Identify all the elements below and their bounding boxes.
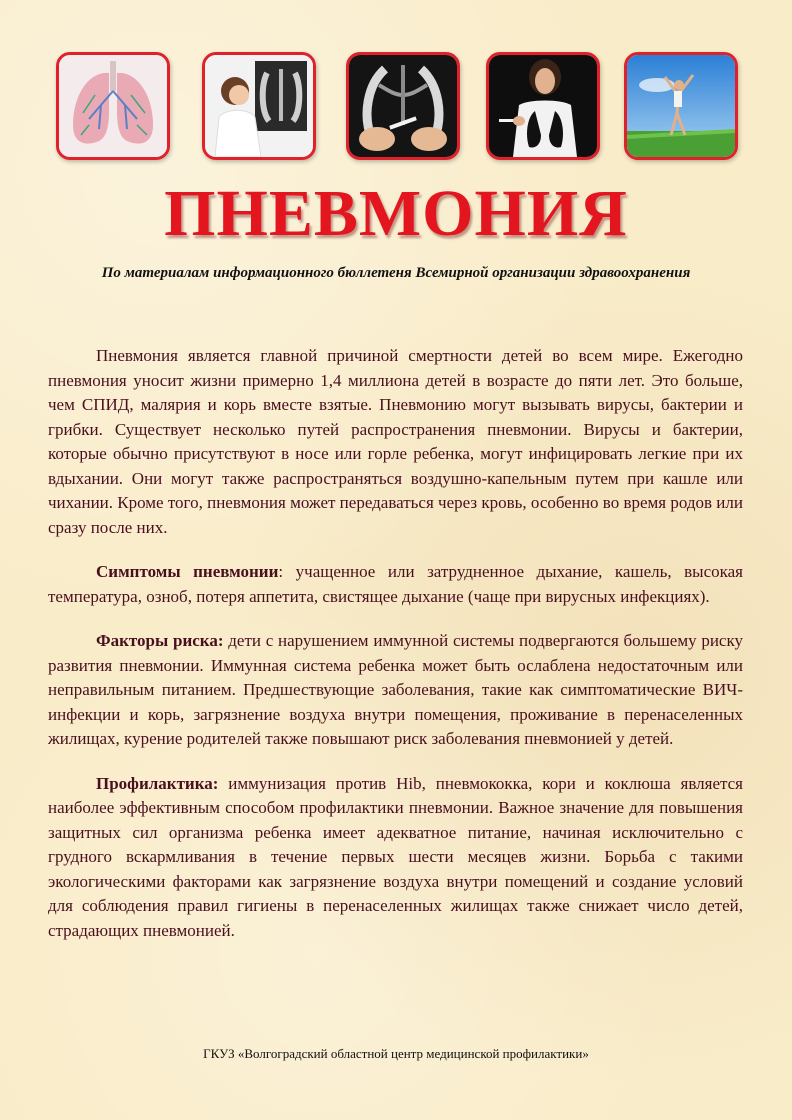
article-body [48, 344, 743, 963]
woman-lungs-cigarette-photo [486, 52, 600, 160]
risk-factors-paragraph [48, 629, 743, 752]
photo-strip [56, 52, 740, 158]
intro-paragraph: Пневмония является главной причиной смертности детей во всем мире. Ежегодно пневмония уносит жизни примерно 1,4 миллиона детей в возрасте до пяти лет. Это больше, чем СПИД, малярия и корь вместе взятые. Пневмонию могут вызывать вирусы, бактерии и грибки. Существует несколько путей распространения пневмонии. Вирусы и бактерии, которые обычно присутствуют в носе или горле ребенка, могут инфицировать легкие при их вдыхании. Они могут также распространяться воздушно-капельным путем при кашле или чихании. Кроме того, пневмония может передаваться через кровь, особенно во время родов или сразу после них. [48, 346, 743, 537]
risk-factors-text: дети с нарушением иммунной системы подвергаются большему риску развития пневмонии. Иммунная система ребенка может быть ослаблена недостаточным или неправильным питанием. Предшествующие заболевания, такие как симптоматические ВИЧ-инфекции и корь, загрязнение воздуха внутри помещения, проживание в перенаселенных жилищах, курение родителей также повышают риск заболевания пневмонией у детей. [48, 631, 743, 748]
symptoms-text: : учащенное или затрудненное дыхание, кашель, высокая температура, озноб, потеря аппетита, свистящее дыхание (чаще при вирусных инфекциях). [48, 562, 743, 606]
doctor-xray-photo [202, 52, 316, 160]
prevention-paragraph [48, 772, 743, 944]
lungs-illustration [56, 52, 170, 160]
chest-xray-cigarette-photo [346, 52, 460, 160]
organization-footer: ГКУЗ «Волгоградский областной центр медицинской профилактики» [203, 1046, 589, 1061]
risk-factors-heading: Факторы риска: [96, 631, 224, 650]
person-meadow-sky-photo [624, 52, 738, 160]
page-title: ПНЕВМОНИЯ [164, 177, 628, 250]
source-subtitle: По материалам информационного бюллетеня Всемирной организации здравоохранения [101, 265, 691, 281]
symptoms-heading: Симптомы пневмонии [96, 562, 279, 581]
prevention-text: иммунизация против Hib, пневмококка, кори и коклюша является наиболее эффективным способом профилактики пневмонии. Важное значение для повышения защитных сил организма ребенка имеет адекватное питание, начиная исключительно с грудного вскармливания в течение первых шести месяцев жизни. Борьба с такими экологическими факторами как загрязнение воздуха внутри помещений и создание условий для соблюдения правил гигиены в перенаселенных жилищах также снижает число детей, страдающих пневмонией. [48, 773, 743, 940]
symptoms-paragraph [48, 560, 743, 609]
prevention-heading: Профилактика: [96, 773, 219, 793]
